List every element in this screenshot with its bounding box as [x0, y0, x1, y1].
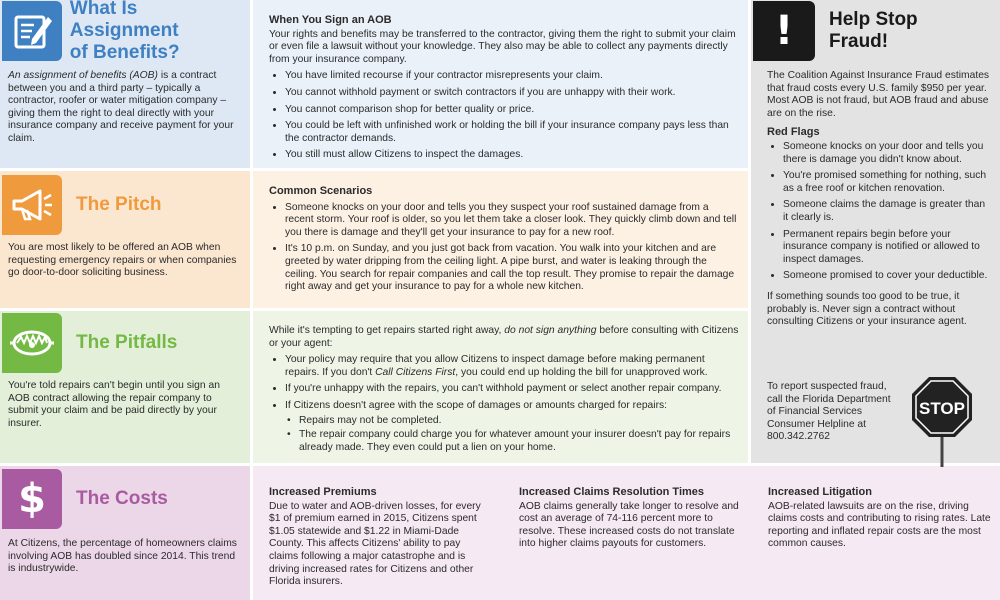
aob-intro: Your rights and benefits may be transferred to the contractor, giving them the right to submit your claim or even file a lawsuit without your knowledge. They also may be able to collect any payments directly from your insurance company. [269, 28, 736, 65]
pitfalls-intro: While it's tempting to get repairs started right away, do not sign anything before consulting with Citizens or your agent: [269, 325, 739, 349]
megaphone-icon [2, 175, 62, 235]
resolution-text: AOB claims generally take longer to resolve and cost an average of 74-116 percent more to resolve. These increased costs do not translate into higher claims payouts for customers. [519, 500, 739, 550]
pencil-document-icon [2, 1, 62, 61]
list-item: • You cannot withhold payment or switch contractors if you are unhappy with their work. [285, 87, 739, 100]
aob-header [0, 0, 250, 62]
list-item: • You have limited recourse if your contractor misrepresents your claim. [285, 70, 739, 83]
list-item: • Someone knocks on your door and tells you they suspect your roof sustained damage from a recent storm. Your roof is older, so you let them take a closer look. They quickly climb down and tell you there is damage and they'll get your insurance to pay for a new roof. [285, 202, 739, 240]
costs-premiums [269, 486, 489, 589]
fraud-report-text: To report suspected fraud, call the Florida Department of Financial Services Consumer Helpline at 800.342.2762 [767, 381, 891, 443]
pitch-title: The Pitch [76, 194, 162, 215]
aob-detail [269, 14, 739, 166]
fraud-intro: The Coalition Against Insurance Fraud estimates that fraud costs every U.S. family $950 per year. Most AOB is not fraud, but AOB fraud and abuse are on the rise. [767, 70, 990, 119]
list-item: • You still must allow Citizens to inspect the damages. [285, 149, 739, 162]
list-item: • Someone promised to cover your deductible. [783, 270, 992, 283]
costs-litigation [768, 486, 992, 551]
pitch-heading: Common Scenarios [269, 185, 373, 197]
resolution-heading: Increased Claims Resolution Times [519, 486, 705, 498]
pitfalls-header [0, 312, 250, 374]
pitfalls-title: The Pitfalls [76, 332, 178, 353]
list-item: • Permanent repairs begin before your insurance company is notified or allowed to inspect damages. [783, 229, 992, 267]
fraud-detail [767, 70, 992, 329]
list-item: • The repair company could charge you for whatever amount your insurer doesn't pay for repairs already made. They even could put a lien on your home. [299, 429, 739, 454]
list-item: • If you're unhappy with the repairs, you can't withhold payment or select another repair company. [285, 383, 739, 396]
costs-resolution-times [519, 486, 741, 551]
aob-title: What Is Assignment of Benefits? [69, 0, 180, 63]
aob-bullet-list [269, 70, 739, 162]
too-good-text: If something sounds too good to be true, it probably is. Never sign a contract without consulting Citizens or your insurance agent. [767, 290, 967, 328]
fraud-title: Help Stop Fraud! [829, 9, 918, 52]
dollar-sign-icon: $ [2, 469, 62, 529]
list-item: • If Citizens doesn't agree with the scope of damages or amounts charged for repairs: • Repairs may not be completed. • The repair company could charge you for whatever amount your insurer doesn't pay for repairs already made. They even could put a lien on your home. [285, 400, 739, 454]
costs-title: The Costs [76, 488, 168, 509]
costs-header [0, 468, 250, 530]
litigation-heading: Increased Litigation [768, 486, 872, 498]
list-item: • It's 10 p.m. on Sunday, and you just got back from vacation. You walk into your kitchen and are greeted by water dripping from the ceiling light. A pipe burst, and water is leaking through the ceiling. You search for repair companies and call the top result. They promise to repair the damage right away and get your insurance to pay for a whole new kitchen. [285, 243, 739, 293]
pitfalls-bullet-list [269, 354, 739, 454]
premiums-heading: Increased Premiums [269, 486, 377, 498]
fraud-header [751, 0, 1000, 62]
list-item: • Your policy may require that you allow Citizens to inspect damage before making permanent repairs. If you don't Call Citizens First, you could end up holding the bill for unapproved work. [285, 354, 739, 379]
stop-sign [910, 375, 974, 467]
aob-heading: When You Sign an AOB [269, 14, 392, 26]
list-item: • Repairs may not be completed. [299, 415, 739, 428]
list-item: • Someone knocks on your door and tells you there is damage you didn't know about. [783, 141, 992, 166]
pitfalls-sub-list [285, 415, 739, 455]
aob-definition: An assignment of benefits (AOB) is a contract between you and a third party – typically a contractor, roofer or water mitigation company – giving them the right to deal directly with your insurance company and receive payment for your claim. [8, 70, 234, 144]
list-item: • You could be left with unfinished work or holding the bill if your insurance company pays less than the contractor demands. [285, 120, 739, 145]
list-item: • You cannot comparison shop for better quality or price. [285, 104, 739, 117]
costs-body: At Citizens, the percentage of homeowners claims involving AOB has doubled since 2014. This trend is industrywide. [8, 538, 237, 575]
litigation-text: AOB-related lawsuits are on the rise, driving claims costs and contributing to rising rates. Late reporting and inflated repair costs are the most common causes. [768, 500, 991, 550]
pitch-detail [269, 185, 739, 298]
pitch-bullet-list [269, 202, 739, 294]
stop-sign-label: STOP [919, 399, 965, 418]
premiums-text: Due to water and AOB-driven losses, for every $1 of premium earned in 2015, Citizens spent $1.05 statewide and $1.22 in Miami-Dade County. This affects Citizens' ability to pay claims following a major catastrophe and is driving increased rates for Citizens and other Florida insurers. [269, 500, 481, 588]
red-flags-list [767, 141, 992, 283]
red-flags-heading: Red Flags [767, 126, 820, 139]
pitch-body: You are most likely to be offered an AOB when requesting emergency repairs or when companies go door-to-door soliciting business. [8, 242, 237, 279]
list-item: • Someone claims the damage is greater than it clearly is. [783, 199, 992, 224]
bear-trap-icon [2, 313, 62, 373]
pitch-header [0, 174, 250, 236]
list-item: • You're promised something for nothing, such as a free roof or kitchen renovation. [783, 170, 992, 195]
pitfalls-body: You're told repairs can't begin until you sign an AOB contract allowing the repair company to submit your claim and be paid directly by your insurer. [8, 380, 220, 429]
pitfalls-detail [269, 325, 739, 458]
exclamation-icon: ! [753, 1, 815, 61]
